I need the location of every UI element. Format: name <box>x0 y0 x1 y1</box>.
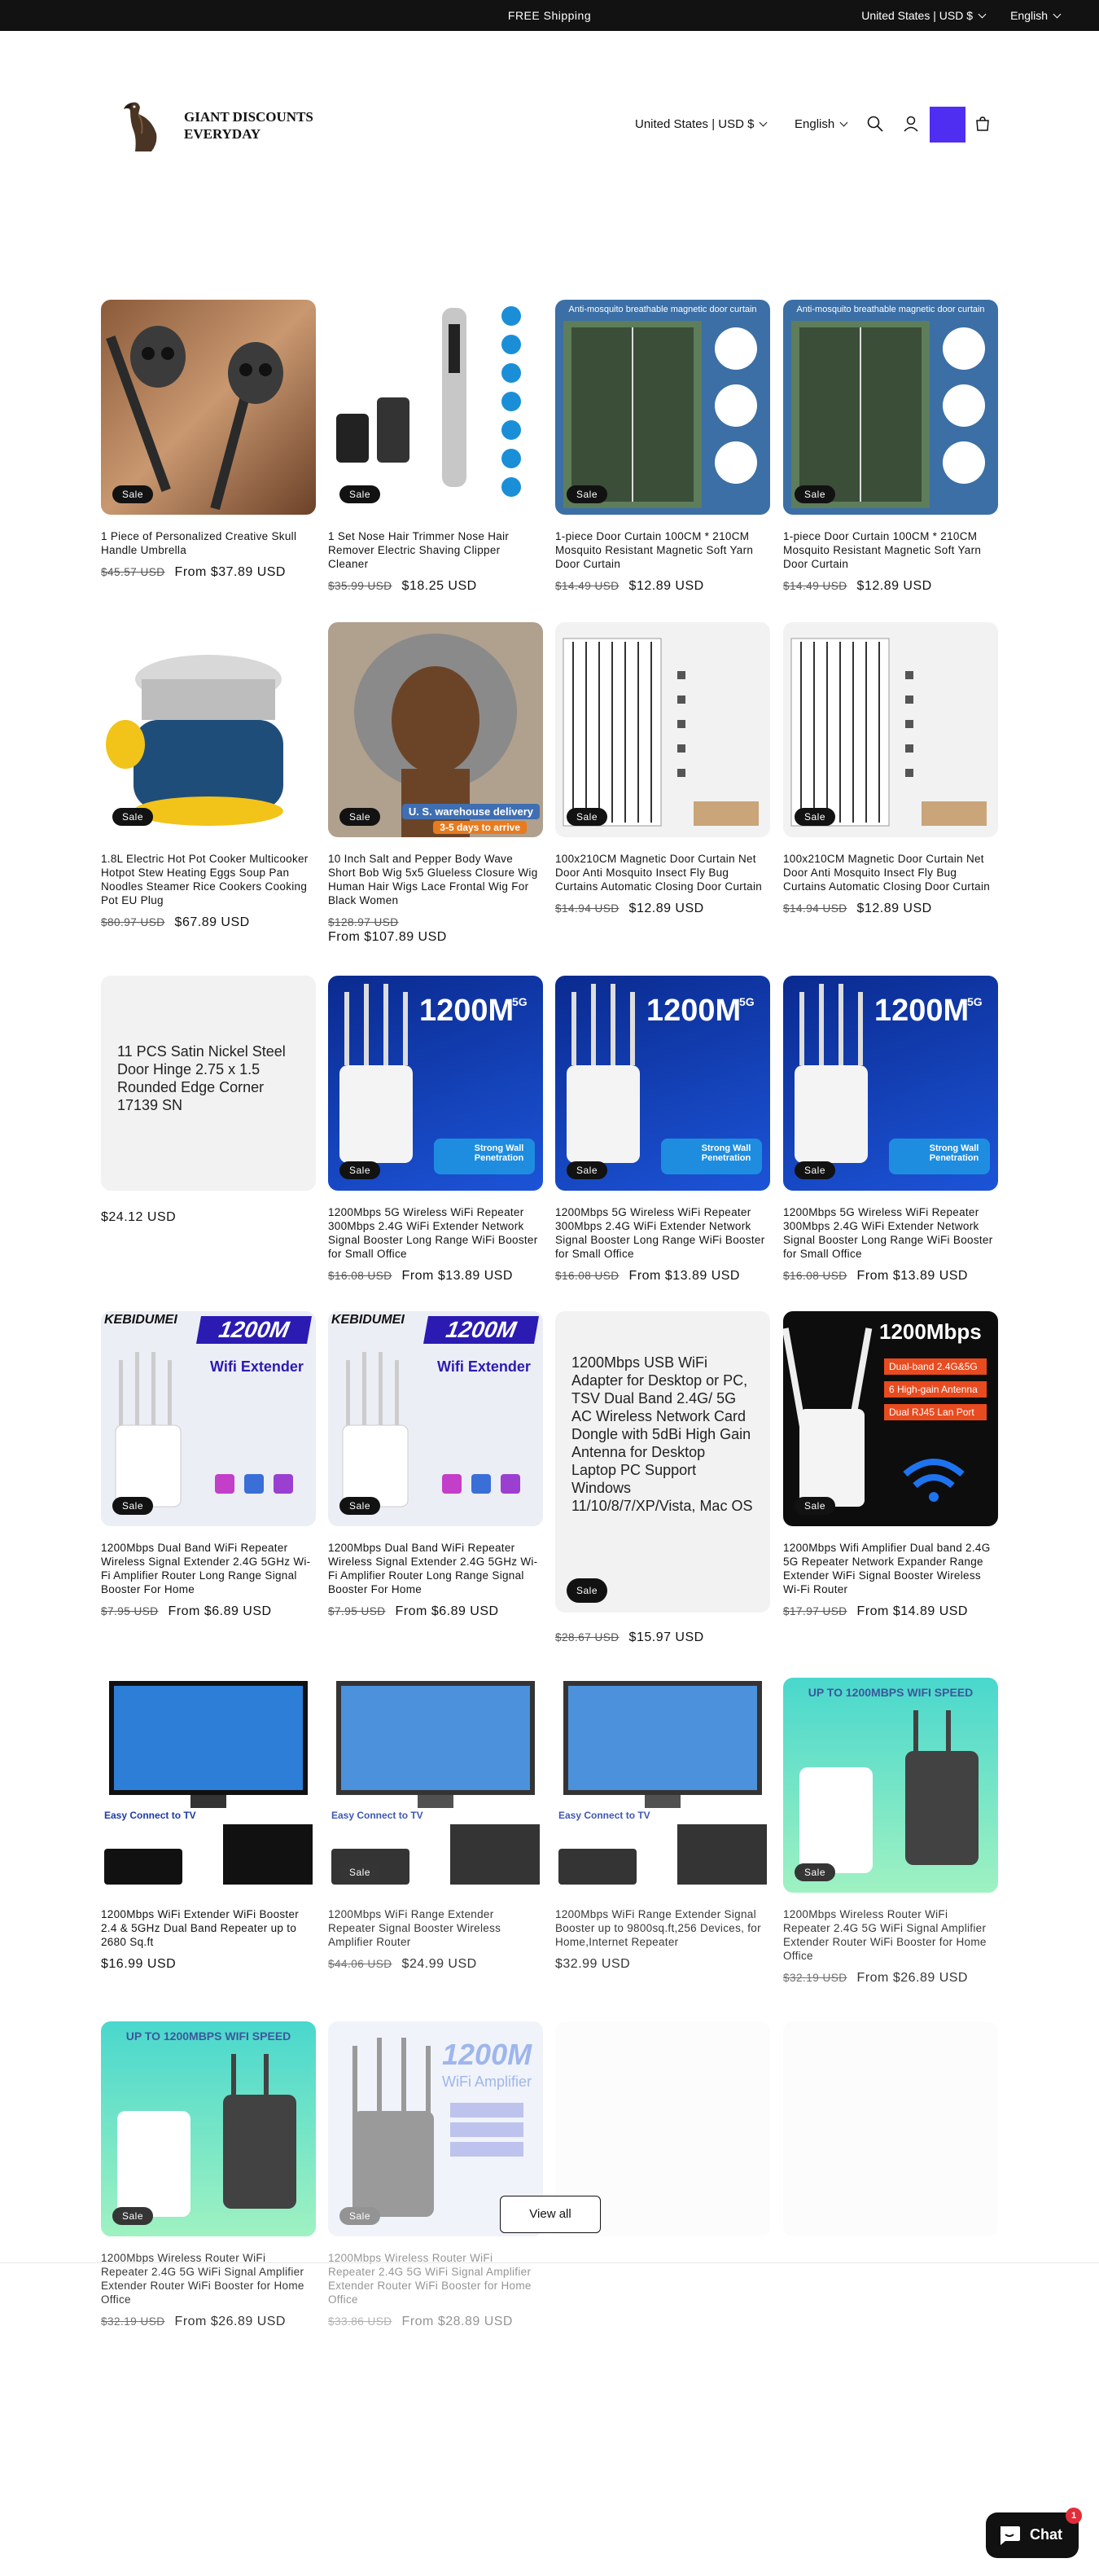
sale-badge: Sale <box>339 1161 380 1179</box>
image-headline: 1200M <box>423 1316 539 1344</box>
image-tag: Easy Connect to TV <box>331 1810 423 1821</box>
product-image[interactable] <box>101 300 316 515</box>
compare-at-price: $32.19 USD <box>783 1972 847 1984</box>
sale-price: $32.99 USD <box>555 1957 631 1971</box>
hot-pot-illustration <box>101 622 316 837</box>
product-card[interactable] <box>555 300 770 594</box>
tv-connect-illustration <box>328 1678 543 1893</box>
product-price <box>328 1269 543 1284</box>
product-price <box>555 579 770 594</box>
product-title[interactable]: 1200Mbps Wireless Router WiFi Repeater 2.4G 5G WiFi Signal Amplifier Extender Router WiFi Booster for Home Office <box>101 2252 304 2306</box>
sale-price: From $13.89 USD <box>628 1269 740 1283</box>
product-title[interactable]: 1200Mbps 5G Wireless WiFi Repeater 300Mbps 2.4G WiFi Extender Network Signal Booster Long Range WiFi Booster for Small Office <box>783 1206 993 1260</box>
product-image[interactable] <box>783 300 998 515</box>
image-headline: 1200Mbps <box>879 1319 982 1344</box>
sale-badge: Sale <box>567 1578 607 1603</box>
skull-umbrella-illustration <box>101 300 316 515</box>
chevron-down-icon <box>840 119 848 127</box>
image-subheadline: 5G <box>739 995 755 1008</box>
image-headline: 1200M <box>442 2038 532 2071</box>
product-card[interactable] <box>101 1678 316 1972</box>
compare-at-price: $128.97 USD <box>328 916 399 928</box>
router-repeater-illustration <box>101 2021 316 2236</box>
compare-at-price: $35.99 USD <box>328 580 392 592</box>
product-price <box>783 1269 998 1284</box>
product-image[interactable] <box>328 1678 543 1893</box>
product-image[interactable] <box>328 622 543 837</box>
compare-at-price: $14.49 USD <box>555 580 620 592</box>
sale-price: $67.89 USD <box>174 915 250 929</box>
sale-price: $16.99 USD <box>101 1957 177 1971</box>
chevron-down-icon <box>1053 11 1062 19</box>
nose-trimmer-illustration <box>328 300 543 515</box>
sale-badge: Sale <box>339 808 380 826</box>
product-image[interactable] <box>555 1678 770 1893</box>
product-image[interactable] <box>783 2021 998 2236</box>
section-divider <box>0 2262 1099 2263</box>
image-headline: 1200M <box>419 994 514 1028</box>
image-headline: 1200M <box>196 1316 312 1344</box>
product-price <box>555 1957 770 1972</box>
sale-badge: Sale <box>795 808 835 826</box>
image-caption: Anti-mosquito breathable magnetic door curtain <box>796 305 985 314</box>
product-image[interactable] <box>555 976 770 1191</box>
header-currency-selector[interactable] <box>635 117 766 131</box>
account-icon[interactable] <box>902 115 920 133</box>
sale-badge: Sale <box>795 1497 835 1515</box>
sale-price: From $13.89 USD <box>856 1269 968 1283</box>
product-card[interactable] <box>328 622 543 945</box>
image-headline: 1200M <box>874 994 970 1028</box>
placeholder-text: 1200Mbps USB WiFi Adapter for Desktop or PC, TSV Dual Band 2.4G/ 5G AC Wireless Network Card Dongle with 5dBi High Gain Antenna for Desktop Laptop PC Support Windows 11/10/8/7/XP/Vista, Mac OS <box>571 1354 753 1514</box>
product-price <box>555 1630 770 1645</box>
image-brand: KEBIDUMEI <box>104 1313 177 1327</box>
sale-badge: Sale <box>567 485 607 503</box>
product-card[interactable] <box>783 976 998 1284</box>
view-all-button[interactable]: View all <box>500 2196 601 2233</box>
compare-at-price: $45.57 USD <box>101 566 165 578</box>
image-caption-1: U. S. warehouse delivery <box>402 804 540 819</box>
image-caption-2: 3-5 days to arrive <box>433 821 527 834</box>
router-repeater-illustration <box>783 1678 998 1893</box>
sale-badge: Sale <box>795 485 835 503</box>
compare-at-price: $7.95 USD <box>101 1605 159 1617</box>
compare-at-price: $32.19 USD <box>101 2315 165 2328</box>
image-caption: Anti-mosquito breathable magnetic door curtain <box>568 305 757 314</box>
product-title[interactable]: 100x210CM Magnetic Door Curtain Net Door Anti Mosquito Insect Fly Bug Curtains Automatic Closing Door Curtain <box>555 853 763 893</box>
sale-price: From $6.89 USD <box>168 1604 272 1618</box>
sale-badge: Sale <box>339 1497 380 1515</box>
compare-at-price: $7.95 USD <box>328 1605 386 1617</box>
sale-price: $12.89 USD <box>628 579 704 593</box>
product-card[interactable] <box>783 622 998 916</box>
product-price <box>101 1957 316 1972</box>
sale-badge: Sale <box>112 808 153 826</box>
compare-at-price: $80.97 USD <box>101 916 165 928</box>
product-title[interactable]: 1200Mbps WiFi Range Extender Signal Booster up to 9800sq.ft,256 Devices, for Home,Internet Repeater <box>555 1908 761 1948</box>
header-language-selector[interactable] <box>795 117 847 131</box>
sale-price: From $6.89 USD <box>395 1604 499 1618</box>
sale-price: From $14.89 USD <box>856 1604 968 1618</box>
image-headline: UP TO 1200MBPS WIFI SPEED <box>808 1686 974 1699</box>
product-price <box>328 579 543 594</box>
product-card[interactable] <box>555 1678 770 1972</box>
image-tag: Easy Connect to TV <box>558 1810 650 1821</box>
product-image[interactable] <box>555 300 770 515</box>
compare-at-price: $17.97 USD <box>783 1605 847 1617</box>
product-price <box>101 565 316 580</box>
sale-price: $18.25 USD <box>401 579 477 593</box>
chevron-down-icon <box>979 11 987 19</box>
product-title[interactable]: 1200Mbps 5G Wireless WiFi Repeater 300Mbps 2.4G WiFi Extender Network Signal Booster Long Range WiFi Booster for Small Office <box>555 1206 765 1260</box>
sale-price: $12.89 USD <box>628 902 704 915</box>
image-tag: Strong Wall Penetration <box>474 1143 524 1163</box>
image-subheadline: 5G <box>512 995 528 1008</box>
image-tag-1: Dual-band 2.4G&5G <box>884 1358 987 1375</box>
sale-badge: Sale <box>567 808 607 826</box>
product-card[interactable] <box>328 300 543 594</box>
sale-badge: Sale <box>795 1863 835 1881</box>
product-title[interactable]: 1200Mbps 5G Wireless WiFi Repeater 300Mbps 2.4G WiFi Extender Network Signal Booster Long Range WiFi Booster for Small Office <box>328 1206 538 1260</box>
product-image[interactable] <box>101 2021 316 2236</box>
product-price <box>328 1957 543 1972</box>
sale-price: From $26.89 USD <box>174 2315 286 2328</box>
sale-price: From $37.89 USD <box>174 565 286 579</box>
product-card[interactable] <box>783 1311 998 1619</box>
image-tag: Easy Connect to TV <box>104 1810 196 1821</box>
product-price <box>783 902 998 916</box>
product-price <box>328 915 543 945</box>
product-title[interactable]: 1200Mbps WiFi Extender WiFi Booster 2.4 & 5GHz Dual Band Repeater up to 2680 Sq.ft <box>101 1908 300 1948</box>
product-image[interactable] <box>328 1311 543 1526</box>
image-tag: Strong Wall Penetration <box>929 1143 979 1163</box>
product-title[interactable]: 100x210CM Magnetic Door Curtain Net Door Anti Mosquito Insect Fly Bug Curtains Automatic Closing Door Curtain <box>783 853 991 893</box>
announcement-currency-selector[interactable] <box>861 9 985 22</box>
accent-button[interactable] <box>930 107 965 143</box>
product-image[interactable] <box>328 300 543 515</box>
sale-price: From $13.89 USD <box>401 1269 513 1283</box>
sale-price: From $26.89 USD <box>856 1971 968 1985</box>
compare-at-price: $14.49 USD <box>783 580 847 592</box>
product-image[interactable] <box>101 1311 316 1526</box>
product-price <box>101 1210 316 1225</box>
sale-badge: Sale <box>339 1863 380 1881</box>
image-tag: Wifi Extender <box>210 1358 304 1375</box>
placeholder-text: 11 PCS Satin Nickel Steel Door Hinge 2.75 x 1.5 Rounded Edge Corner 17139 SN <box>117 1043 286 1113</box>
product-title[interactable]: 1 Set Nose Hair Trimmer Nose Hair Remover Electric Shaving Clipper Cleaner <box>328 530 510 570</box>
product-price <box>783 1971 998 1986</box>
product-card[interactable] <box>101 976 316 1225</box>
sale-badge: Sale <box>339 2207 380 2225</box>
sale-price: From $28.89 USD <box>401 2315 513 2328</box>
product-title[interactable]: 1-piece Door Curtain 100CM * 210CM Mosquito Resistant Magnetic Soft Yarn Door Curtain <box>555 530 754 570</box>
product-card[interactable] <box>101 622 316 930</box>
product-image[interactable] <box>101 1678 316 1893</box>
store-name-line1: GIANT DISCOUNTS <box>184 109 313 125</box>
product-card[interactable] <box>328 1678 543 1972</box>
compare-at-price: $28.67 USD <box>555 1631 620 1643</box>
chat-button[interactable] <box>986 2512 1079 2558</box>
magnetic-curtain-illustration <box>555 622 770 837</box>
chat-bubble-icon <box>997 2525 1022 2546</box>
announcement-language-label: English <box>1010 9 1048 22</box>
product-image[interactable] <box>783 1311 998 1526</box>
eagle-logo-icon <box>119 98 171 153</box>
product-card[interactable] <box>328 1311 543 1619</box>
product-card[interactable] <box>101 300 316 580</box>
product-price <box>101 2315 316 2329</box>
product-price <box>328 2315 543 2329</box>
sale-price: $24.12 USD <box>101 1210 177 1224</box>
product-image[interactable] <box>555 622 770 837</box>
product-title[interactable]: 1200Mbps Dual Band WiFi Repeater Wireless Signal Extender 2.4G 5GHz Wi-Fi Amplifier Router Long Range Signal Booster For Home <box>101 1542 311 1595</box>
chevron-down-icon <box>760 119 768 127</box>
product-title[interactable]: 1200Mbps Wireless Router WiFi Repeater 2.4G 5G WiFi Signal Amplifier Extender Router WiFi Booster for Home Office <box>783 1908 987 1962</box>
chat-label: Chat <box>1030 2526 1062 2543</box>
image-subheadline: 5G <box>967 995 983 1008</box>
product-title[interactable]: 1200Mbps WiFi Range Extender Repeater Signal Booster Wireless Amplifier Router <box>328 1908 501 1948</box>
product-image[interactable] <box>783 976 998 1191</box>
image-tag: Strong Wall Penetration <box>701 1143 751 1163</box>
site-header <box>0 31 1099 150</box>
sale-badge: Sale <box>112 485 153 503</box>
product-price <box>328 1604 543 1619</box>
chat-unread-count: 1 <box>1066 2508 1082 2524</box>
product-image[interactable] <box>783 622 998 837</box>
store-logo[interactable] <box>119 98 313 153</box>
sale-badge: Sale <box>567 1161 607 1179</box>
wifi-extender-illustration <box>328 1311 543 1526</box>
wifi-extender-illustration <box>101 1311 316 1526</box>
product-title[interactable]: 10 Inch Salt and Pepper Body Wave Short Bob Wig 5x5 Glueless Closure Wig Human Hair Wigs Lace Frontal Wig For Black Women <box>328 853 538 906</box>
product-card[interactable] <box>555 622 770 916</box>
announcement-language-selector[interactable] <box>1010 9 1060 22</box>
product-image[interactable] <box>328 976 543 1191</box>
compare-at-price: $14.94 USD <box>783 902 847 915</box>
product-title[interactable]: 1200Mbps Dual Band WiFi Repeater Wireless Signal Extender 2.4G 5GHz Wi-Fi Amplifier Router Long Range Signal Booster For Home <box>328 1542 538 1595</box>
image-headline: UP TO 1200MBPS WIFI SPEED <box>125 2030 291 2043</box>
store-name <box>184 108 313 143</box>
product-image-placeholder[interactable] <box>555 1311 770 1613</box>
tv-connect-illustration <box>101 1678 316 1893</box>
wifi-amplifier-illustration <box>783 1311 998 1526</box>
product-card[interactable] <box>101 1311 316 1619</box>
product-card[interactable] <box>555 976 770 1284</box>
magnetic-curtain-illustration <box>783 622 998 837</box>
product-card[interactable] <box>555 1311 770 1645</box>
announcement-currency-label: United States | USD $ <box>861 9 973 22</box>
product-title[interactable]: 1.8L Electric Hot Pot Cooker Multicooker Hotpot Stew Heating Eggs Soup Pan Noodles Steamer Rice Cookers Cooking Pot EU Plug <box>101 853 309 906</box>
compare-at-price: $16.08 USD <box>328 1270 392 1282</box>
compare-at-price: $16.08 USD <box>555 1270 620 1282</box>
sale-price: $24.99 USD <box>401 1957 477 1971</box>
product-price <box>783 579 998 594</box>
search-icon[interactable] <box>866 115 884 133</box>
image-tag-3: Dual RJ45 Lan Port <box>884 1404 987 1420</box>
header-language-label: English <box>795 117 835 131</box>
door-curtain-illustration <box>783 300 998 515</box>
compare-at-price: $14.94 USD <box>555 902 620 915</box>
product-title[interactable]: 1200Mbps Wifi Amplifier Dual band 2.4G 5G Repeater Network Expander Range Extender WiFi Signal Booster Wireless Wi-Fi Router <box>783 1542 991 1595</box>
sale-badge: Sale <box>112 1497 153 1515</box>
product-price <box>783 1604 998 1619</box>
sale-price: $12.89 USD <box>856 902 932 915</box>
product-card[interactable] <box>328 976 543 1284</box>
cart-icon[interactable] <box>974 115 992 133</box>
product-image[interactable] <box>783 1678 998 1893</box>
product-price <box>101 1604 316 1619</box>
product-image-placeholder[interactable] <box>101 976 316 1191</box>
product-title[interactable]: 1200Mbps Wireless Router WiFi Repeater 2.4G 5G WiFi Signal Amplifier Extender Router WiFi Booster for Home Office <box>328 2252 532 2306</box>
door-curtain-illustration <box>555 300 770 515</box>
product-card[interactable] <box>101 2021 316 2329</box>
product-card[interactable] <box>783 300 998 594</box>
announcement-text: FREE Shipping <box>507 9 592 22</box>
image-tag-2: 6 High-gain Antenna <box>884 1381 987 1398</box>
announcement-bar <box>0 0 1099 31</box>
compare-at-price: $16.08 USD <box>783 1270 847 1282</box>
sale-badge: Sale <box>795 1161 835 1179</box>
compare-at-price: $44.06 USD <box>328 1958 392 1970</box>
image-brand: KEBIDUMEI <box>331 1313 405 1327</box>
tv-connect-illustration <box>555 1678 770 1893</box>
image-tag: Wifi Extender <box>437 1358 531 1375</box>
product-title[interactable]: 1-piece Door Curtain 100CM * 210CM Mosquito Resistant Magnetic Soft Yarn Door Curtain <box>783 530 982 570</box>
product-price <box>101 915 316 930</box>
product-image[interactable] <box>101 622 316 837</box>
sale-price: From $107.89 USD <box>328 930 447 944</box>
product-title[interactable]: 1 Piece of Personalized Creative Skull Handle Umbrella <box>101 530 297 556</box>
sale-price: $12.89 USD <box>856 579 932 593</box>
product-price <box>555 1269 770 1284</box>
store-name-line2: EVERYDAY <box>184 126 261 142</box>
product-card[interactable] <box>783 1678 998 1986</box>
image-headline: 1200M <box>646 994 742 1028</box>
compare-at-price: $33.86 USD <box>328 2315 392 2328</box>
image-tag: WiFi Amplifier <box>442 2074 532 2090</box>
sale-badge: Sale <box>339 485 380 503</box>
sale-badge: Sale <box>112 2207 153 2225</box>
product-card-faded[interactable] <box>783 2021 998 2236</box>
product-card[interactable] <box>328 2021 543 2329</box>
header-currency-label: United States | USD $ <box>635 117 755 131</box>
product-price <box>555 902 770 916</box>
sale-price: $15.97 USD <box>628 1630 704 1644</box>
